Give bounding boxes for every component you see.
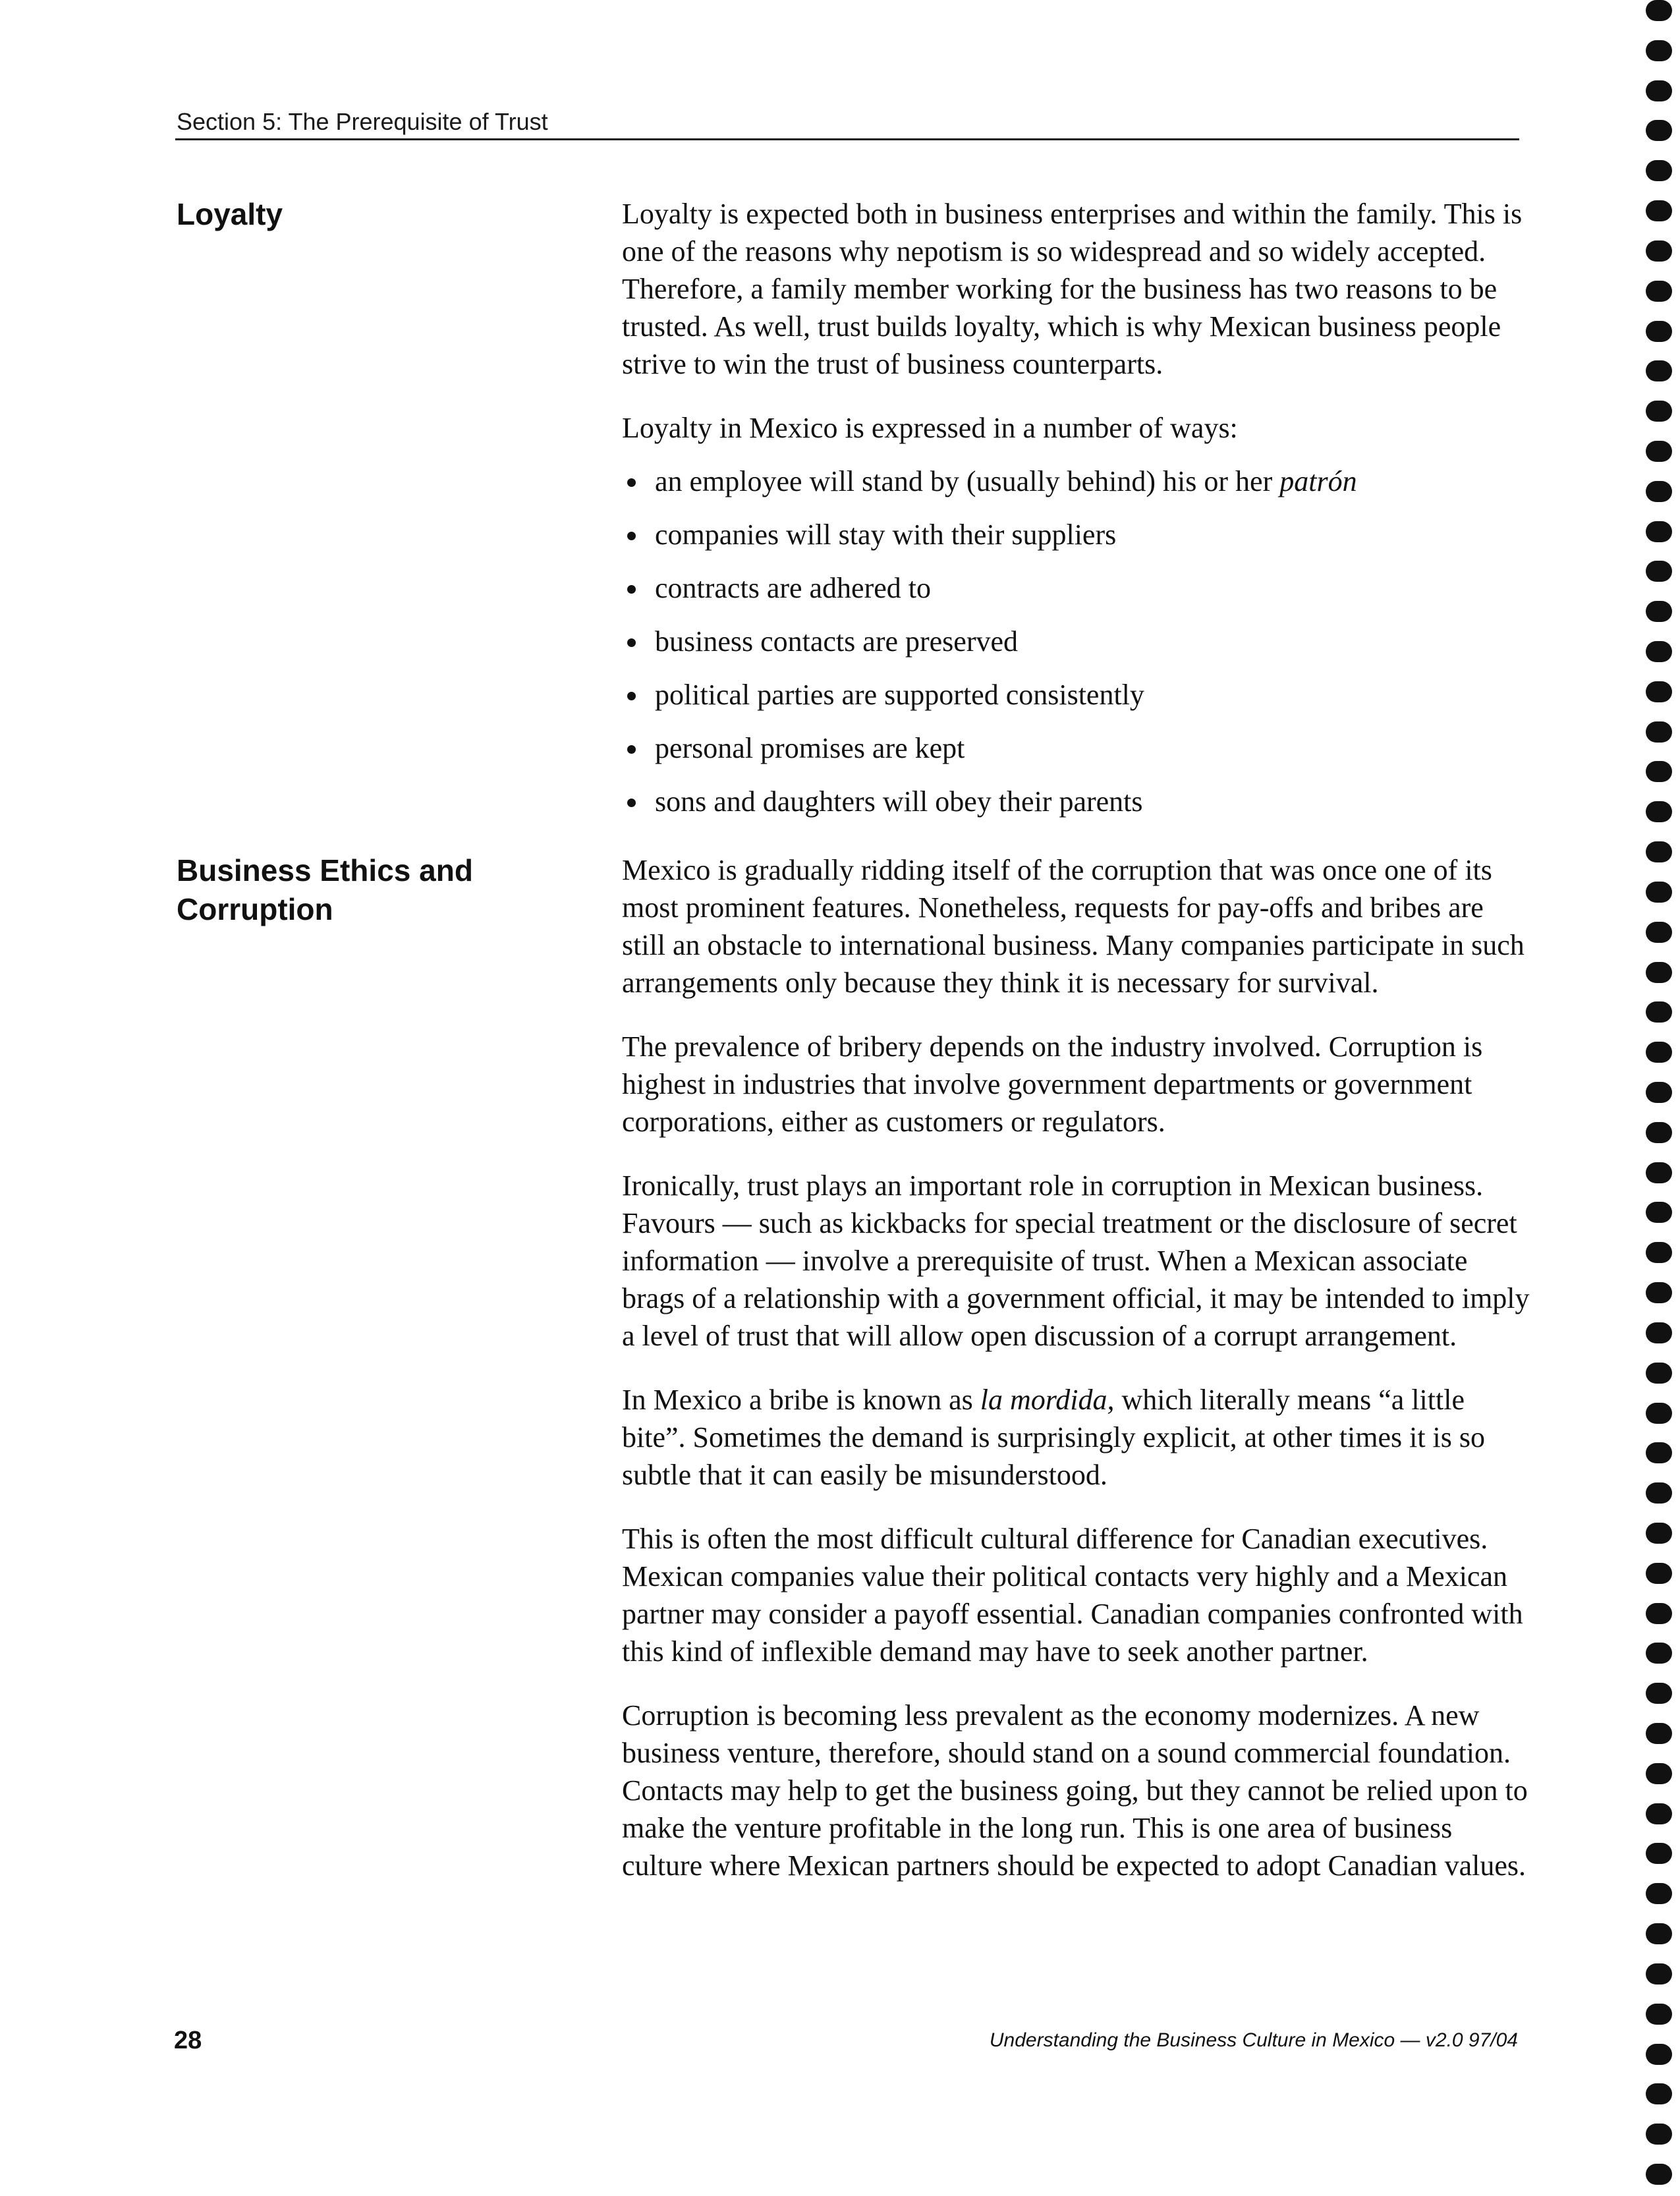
ethics-paragraph: Ironically, trust plays an important role in corruption in Mexican business. Favours — such as kickbacks for special treatment or the disclosure of secret information — involve a prerequisite of trust. When a Mexican associate brags of a relationship with a government official, it may be intended to imply a level of trust that will allow open discussion of a corrupt arrangement. xyxy=(622,1169,1530,1352)
header-rule xyxy=(175,138,1519,140)
binding-hole-icon xyxy=(1646,962,1672,983)
binding-hole-icon xyxy=(1646,1322,1672,1343)
loyalty-heading: Loyalty xyxy=(177,197,283,231)
binding-hole-icon xyxy=(1646,1883,1672,1904)
binding-hole-icon xyxy=(1646,801,1672,822)
binding-hole-icon xyxy=(1646,1683,1672,1704)
binding-hole-icon xyxy=(1646,721,1672,743)
binding-hole-icon xyxy=(1646,681,1672,702)
binding-hole-icon xyxy=(1646,40,1672,61)
binding-hole-icon xyxy=(1646,1202,1672,1223)
binding-hole-icon xyxy=(1646,1523,1672,1544)
binding-hole-icon xyxy=(1646,882,1672,903)
ethics-paragraph: The prevalence of bribery depends on the industry involved. Corruption is highest in industries that involve government departments or government corporations, either as customers or regulators. xyxy=(622,1030,1483,1138)
binding-hole-icon xyxy=(1646,1482,1672,1504)
loyalty-paragraph: Loyalty is expected both in business enterprises and within the family. This is one of the reasons why nepotism is so widespread and so widely accepted. Therefore, a family member working for the business has two reasons to be trusted. As well, trust builds loyalty, which is why Mexican business people strive to win the trust of business counterparts. xyxy=(622,198,1523,380)
section-header: Section 5: The Prerequisite of Trust xyxy=(177,108,548,135)
ethics-paragraph: In Mexico a bribe is known as la mordida, which literally means “a little bite”. Sometimes the demand is surprisingly explicit, at other times it is so subtle that it can easily be misunderstood. xyxy=(622,1384,1486,1491)
binding-hole-icon xyxy=(1646,0,1672,21)
binding-hole-icon xyxy=(1646,240,1672,262)
binding-hole-icon xyxy=(1646,1563,1672,1584)
ethics-paragraph: Mexico is gradually ridding itself of the corruption that was once one of its most prominent features. Nonetheless, requests for pay-offs and bribes are still an obstacle to international business. Many companies participate in such arrangements only because they think it is necessary for survival. xyxy=(622,854,1525,999)
binding-hole-icon xyxy=(1646,1803,1672,1824)
binding-hole-icon xyxy=(1646,481,1672,502)
binding-hole-icon xyxy=(1646,1763,1672,1784)
ethics-paragraph: Corruption is becoming less prevalent as the economy modernizes. A new business venture, therefore, should stand on a sound commercial foundation. Contacts may help to get the business going, but they cannot be relied upon to make the venture profitable in the long run. This is one area of business culture where Mexican partners should be expected to adopt Canadian values. xyxy=(622,1699,1528,1882)
ethics-heading-line2: Corruption xyxy=(177,892,333,926)
ethics-paragraph: This is often the most difficult cultural difference for Canadian executives. Mexican companies value their political contacts very highly and a Mexican partner may consider a payoff essential. Canadian companies confronted with this kind of inflexible demand may have to seek another partner. xyxy=(622,1523,1523,1668)
binding-hole-icon xyxy=(1646,1042,1672,1063)
patron-term: patrón xyxy=(1279,465,1357,497)
loyalty-list xyxy=(622,463,1531,836)
ethics-heading xyxy=(177,851,546,929)
binding-hole-icon xyxy=(1646,401,1672,422)
binding-hole-icon xyxy=(1646,1442,1672,1463)
binding-hole-icon xyxy=(1646,1403,1672,1424)
binding-hole-icon xyxy=(1646,2083,1672,2104)
list-item: political parties are supported consistently xyxy=(622,676,1531,729)
footer-title: Understanding the Business Culture in Mexico — v2.0 97/04 xyxy=(989,2029,1518,2051)
binding-hole-icon xyxy=(1646,1923,1672,1944)
loyalty-intro: Loyalty in Mexico is expressed in a number of ways: xyxy=(622,412,1238,444)
binding-hole-icon xyxy=(1646,841,1672,862)
ethics-heading-line1: Business Ethics and xyxy=(177,853,473,887)
binding-hole-icon xyxy=(1646,160,1672,181)
binding-hole-icon xyxy=(1646,1082,1672,1103)
binding-hole-icon xyxy=(1646,1723,1672,1744)
ethics-body xyxy=(622,851,1531,1884)
binding-hole-icon xyxy=(1646,2164,1672,2185)
binding-hole-icon xyxy=(1646,922,1672,943)
binding-hole-icon xyxy=(1646,601,1672,622)
binding-hole-icon xyxy=(1646,1603,1672,1624)
list-item: contracts are adhered to xyxy=(622,569,1531,623)
binding-hole-icon xyxy=(1646,1643,1672,1664)
list-item: an employee will stand by (usually behind) his or her patrón xyxy=(622,463,1531,516)
binding-hole-icon xyxy=(1646,120,1672,141)
binding-hole-icon xyxy=(1646,441,1672,462)
list-item: sons and daughters will obey their parents xyxy=(622,783,1531,836)
binding-hole-icon xyxy=(1646,2044,1672,2065)
binding-hole-icon xyxy=(1646,1282,1672,1303)
binding-hole-icon xyxy=(1646,761,1672,782)
list-item: personal promises are kept xyxy=(622,729,1531,783)
binding-hole-icon xyxy=(1646,2004,1672,2025)
loyalty-body xyxy=(622,195,1531,836)
page-number: 28 xyxy=(174,2027,202,2054)
binding-hole-icon xyxy=(1646,281,1672,302)
spiral-binding-holes-icon xyxy=(1643,0,1680,2196)
binding-hole-icon xyxy=(1646,1843,1672,1864)
binding-hole-icon xyxy=(1646,1363,1672,1384)
binding-hole-icon xyxy=(1646,200,1672,221)
binding-hole-icon xyxy=(1646,641,1672,662)
binding-hole-icon xyxy=(1646,80,1672,101)
binding-hole-icon xyxy=(1646,1242,1672,1263)
list-item: companies will stay with their suppliers xyxy=(622,516,1531,569)
list-item: business contacts are preserved xyxy=(622,623,1531,676)
binding-hole-icon xyxy=(1646,561,1672,582)
binding-hole-icon xyxy=(1646,1162,1672,1183)
binding-hole-icon xyxy=(1646,1122,1672,1143)
binding-hole-icon xyxy=(1646,1001,1672,1023)
binding-hole-icon xyxy=(1646,521,1672,542)
binding-hole-icon xyxy=(1646,360,1672,381)
binding-hole-icon xyxy=(1646,321,1672,342)
binding-hole-icon xyxy=(1646,1963,1672,1985)
binding-hole-icon xyxy=(1646,2124,1672,2145)
la-mordida-term: la mordida, xyxy=(980,1384,1115,1416)
